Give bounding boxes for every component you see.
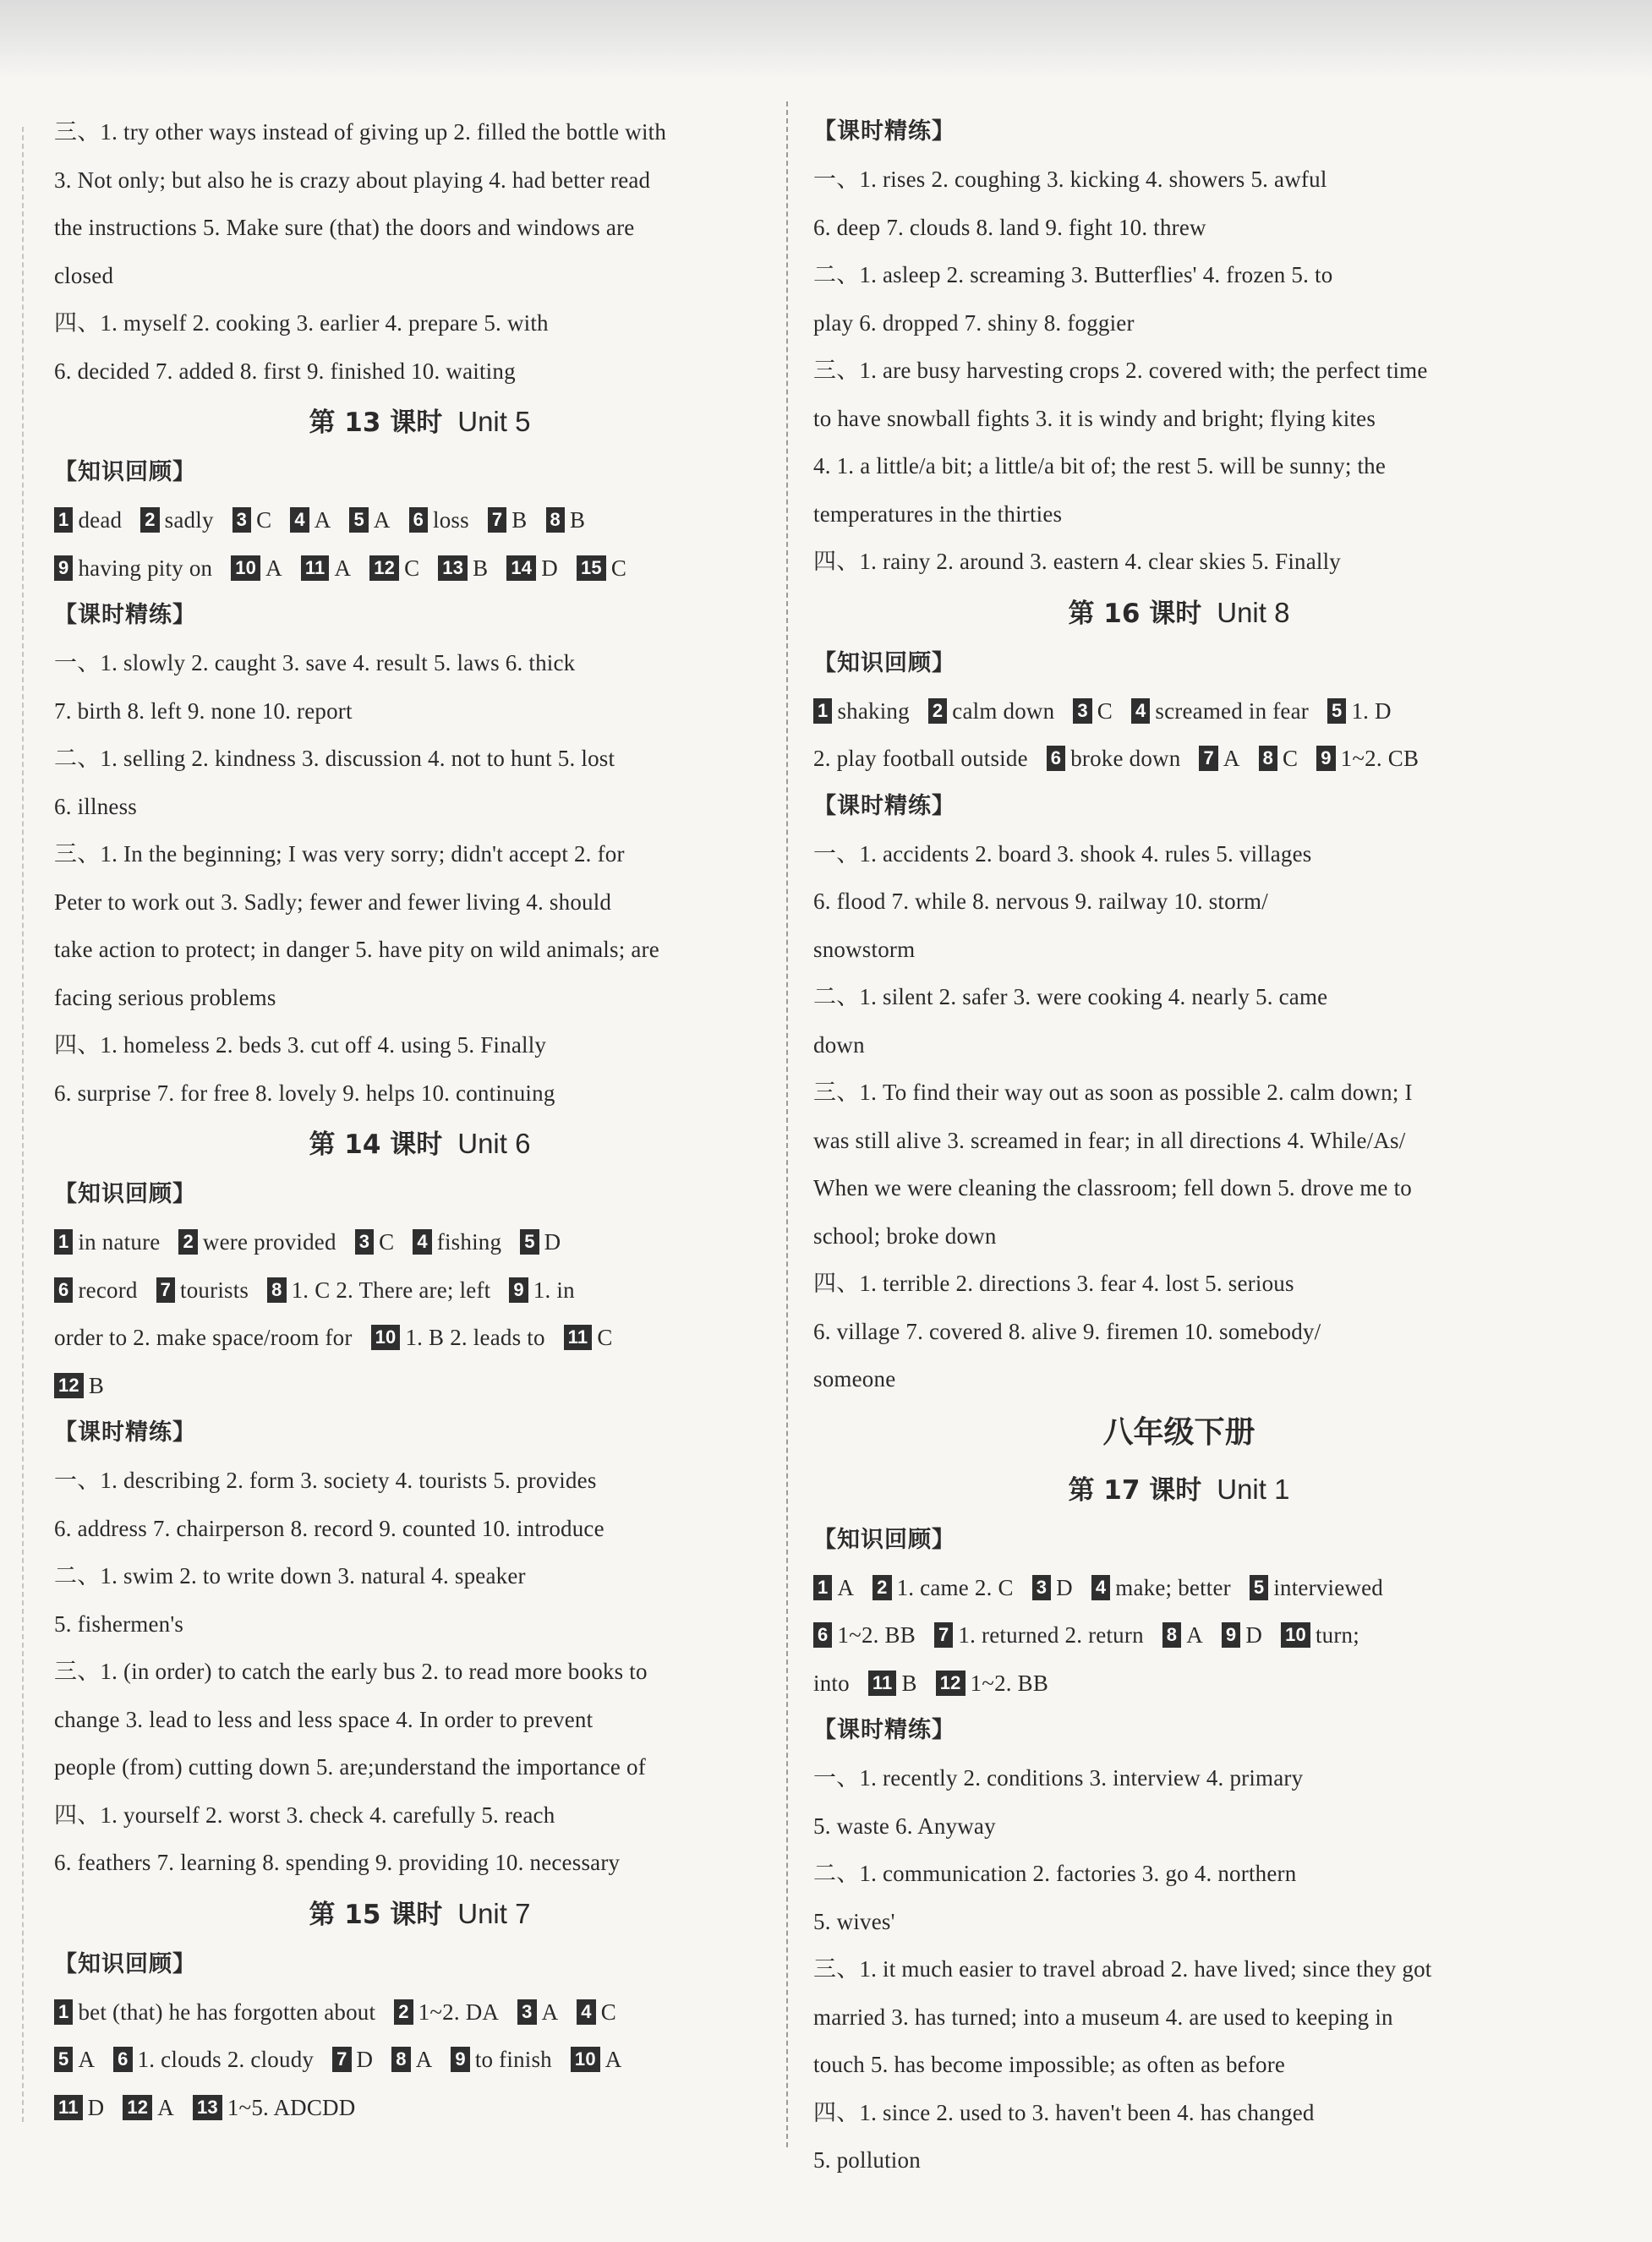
question-number-box: 5 [54,2047,73,2072]
answer-line: 6. village 7. covered 8. alive 9. firemen 10. somebody/ [813,1318,1321,1344]
answer-text: A [604,2047,622,2072]
question-number-box: 1 [54,507,73,533]
question-number-box: 13 [193,2095,222,2120]
unit-label: Unit 7 [457,1897,531,1929]
answer-text: A [265,555,282,581]
answer-text: were provided [202,1229,336,1255]
answer-line: 三、1. In the beginning; I was very sorry; didn't accept 2. for [54,841,625,867]
answer-line: take action to protect; in danger 5. have pity on wild animals; are [54,937,659,962]
answer-text: A [837,1574,855,1600]
answer-line: 6. flood 7. while 8. nervous 9. railway 10. storm/ [813,889,1268,914]
answer-line: 二、1. communication 2. factories 3. go 4. northern [813,1861,1297,1886]
answer-text: record [78,1277,138,1303]
question-number-box: 9 [1222,1622,1240,1648]
answer-line: Peter to work out 3. Sadly; fewer and fewer living 4. should [54,889,612,915]
question-number-box: 7 [156,1277,175,1303]
answer-line: temperatures in the thirties [813,500,1063,527]
question-number-box: 7 [488,507,506,533]
question-number-box: 12 [54,1373,84,1398]
answer-text: C [597,1325,613,1350]
answer-text: A [415,2047,433,2072]
answer-text: D [356,2047,374,2072]
lesson-heading [54,1887,785,1941]
unit-label: Unit 5 [457,406,531,437]
answer-text: order to 2. make space/room for [54,1325,353,1350]
question-number-box: 3 [232,507,251,533]
answer-line: 三、1. it much easier to travel abroad 2. have lived; since they got [813,1956,1432,1982]
question-number-box: 9 [54,555,73,581]
answer-text: A [314,507,331,533]
question-number-box: 15 [577,555,606,581]
question-number-box: 6 [113,2047,132,2072]
unit-label: Unit 8 [1217,596,1290,628]
question-number-box: 6 [813,1622,832,1648]
answer-line: school; broke down [813,1222,997,1249]
question-number-box: 10 [371,1325,401,1350]
answer-text: B [88,1372,105,1398]
question-number-box: 10 [231,555,260,581]
answer-text: screamed in fear [1155,697,1309,724]
answer-text: 1. clouds 2. cloudy [137,2047,315,2072]
section-label: 【课时精练】 [813,792,955,819]
question-number-box: 5 [1250,1575,1268,1600]
question-number-box: 11 [54,2095,83,2120]
lesson-number: 第 16 课时 [1068,598,1202,629]
lesson-heading [813,586,1545,640]
lesson-number: 第 13 课时 [309,407,443,438]
answer-line: 5. pollution [813,2147,921,2173]
question-number-box: 8 [546,507,565,533]
answer-text: D [87,2094,105,2120]
answer-text: 1. C 2. There are; left [291,1277,491,1303]
answer-text: C [600,1999,616,2025]
section-label: 【课时精练】 [54,1419,196,1446]
question-number-box: 7 [1199,746,1217,771]
answer-text: 1. D [1351,697,1392,724]
answer-line: 一、1. accidents 2. board 3. shook 4. rules 5. villages [813,840,1312,867]
question-number-box: 12 [936,1671,965,1696]
answer-line: 一、1. describing 2. form 3. society 4. tourists 5. provides [54,1468,597,1493]
answer-line: 三、1. To find their way out as soon as possible 2. calm down; I [813,1080,1413,1105]
answer-text: D [541,555,558,581]
question-number-box: 7 [934,1622,953,1648]
answer-line: 5. fishermen's [54,1610,184,1637]
answer-line: snowstorm [813,936,916,962]
question-number-box: 6 [1047,746,1065,771]
answer-text: 2. play football outside [813,746,1028,771]
answer-line: people (from) cutting down 5. are;understand the importance of [54,1754,646,1780]
answer-line: 四、1. since 2. used to 3. haven't been 4. has changed [813,2099,1315,2125]
answer-line: 三、1. try other ways instead of giving up 2. filled the bottle with [54,119,667,145]
answer-text: C [379,1229,395,1255]
answer-text: into [813,1670,850,1696]
numbered-answer-row [54,2084,785,2132]
question-number-box: 2 [140,507,159,533]
numbered-answer-row [813,1564,1545,1612]
answer-line: 二、1. silent 2. safer 3. were cooking 4. nearly 5. came [813,984,1328,1009]
question-number-box: 5 [349,507,368,533]
top-scan-shadow [0,0,1652,80]
answer-text: 1~2. CB [1340,746,1420,771]
lesson-heading [54,395,785,449]
question-number-box: 2 [872,1575,891,1600]
answer-line: married 3. has turned; into a museum 4. are used to keeping in [813,2004,1393,2030]
unit-label: Unit 1 [1217,1473,1290,1505]
answer-text: A [541,1999,559,2025]
section-label: 【课时精练】 [813,118,955,145]
answer-line: 3. Not only; but also he is crazy about playing 4. had better read [54,167,651,193]
answer-text: make; better [1115,1574,1231,1600]
answer-text: turn; [1315,1622,1359,1648]
answer-text: shaking [837,697,910,724]
question-number-box: 4 [413,1229,431,1255]
question-number-box: 2 [928,698,947,724]
answer-text: C [1097,697,1113,724]
answer-line: 4. 1. a little/a bit; a little/a bit of; the rest 5. will be sunny; the [813,453,1387,478]
numbered-answer-row [54,1266,785,1315]
lesson-number: 第 14 课时 [309,1129,443,1160]
question-number-box: 10 [1281,1622,1310,1648]
answer-text: sadly [164,507,214,533]
answer-line: touch 5. has become impossible; as often as before [813,2052,1286,2077]
answer-line: 二、1. selling 2. kindness 3. discussion 4. not to hunt 5. lost [54,746,615,771]
answer-text: A [1186,1622,1203,1648]
question-number-box: 6 [409,507,428,533]
answer-text: D [544,1229,561,1255]
answer-line: play 6. dropped 7. shiny 8. foggier [813,309,1135,336]
left-column [54,108,785,2131]
answer-line: 7. birth 8. left 9. none 10. report [54,697,353,724]
answer-line: was still alive 3. screamed in fear; in all directions 4. While/As/ [813,1127,1406,1153]
answer-text: C [404,555,420,581]
answer-text: 1~2. DA [418,1999,500,2025]
answer-line: 6. illness [54,793,138,819]
lesson-heading [54,1117,785,1171]
answer-line: 二、1. asleep 2. screaming 3. Butterflies' 4. frozen 5. to [813,262,1333,287]
question-number-box: 1 [54,1229,73,1255]
answer-line: 一、1. slowly 2. caught 3. save 4. result 5. laws 6. thick [54,650,576,675]
right-column [813,108,1545,2185]
question-number-box: 1 [54,1999,73,2025]
question-number-box: 11 [868,1671,897,1696]
numbered-answer-row [813,735,1545,783]
answer-text: A [78,2047,96,2072]
answer-text: D [1056,1574,1073,1600]
question-number-box: 8 [391,2047,410,2072]
answer-text: having pity on [78,555,213,581]
answer-line: 5. waste 6. Anyway [813,1813,996,1839]
answer-line: facing serious problems [54,984,276,1010]
answer-text: 1~2. BB [837,1622,916,1648]
question-number-box: 2 [178,1229,197,1255]
answer-text: in nature [78,1229,161,1255]
question-number-box: 6 [54,1277,73,1303]
answer-line: 四、1. terrible 2. directions 3. fear 4. lost 5. serious [813,1271,1294,1296]
question-number-box: 8 [1162,1622,1181,1648]
answer-text: interviewed [1273,1574,1383,1600]
section-label: 【知识回顾】 [54,1950,196,1977]
answer-line: 6. address 7. chairperson 8. record 9. counted 10. introduce [54,1515,604,1541]
answer-text: C [256,507,272,533]
numbered-answer-row [54,544,785,593]
question-number-box: 3 [517,1999,536,2025]
answer-line: 二、1. swim 2. to write down 3. natural 4. speaker [54,1563,526,1589]
section-label: 【知识回顾】 [54,1181,196,1207]
answer-text: D [1245,1622,1263,1648]
question-number-box: 12 [369,555,399,581]
answer-text: A [373,507,391,533]
numbered-answer-row [54,1314,785,1362]
answer-text: 1. came 2. C [896,1574,1014,1600]
question-number-box: 7 [332,2047,351,2072]
answer-line: to have snowball fights 3. it is windy and bright; flying kites [813,405,1376,431]
section-label: 【知识回顾】 [813,1526,955,1553]
question-number-box: 11 [301,555,330,581]
question-number-box: 1 [813,1575,832,1600]
answer-text: loss [433,507,469,533]
answer-line: 6. decided 7. added 8. first 9. finished 10. waiting [54,358,516,384]
answer-text: dead [78,507,123,533]
grade-volume-title: 八年级下册 [1102,1414,1255,1450]
question-number-box: 9 [451,2047,469,2072]
answer-line: 四、1. homeless 2. beds 3. cut off 4. using 5. Finally [54,1032,547,1058]
answer-text: tourists [180,1277,249,1303]
lesson-number: 第 15 课时 [309,1899,443,1930]
answer-line: 四、1. rainy 2. around 3. eastern 4. clear skies 5. Finally [813,549,1342,574]
question-number-box: 9 [509,1277,528,1303]
answer-text: broke down [1070,746,1181,771]
numbered-answer-row [813,687,1545,735]
question-number-box: 8 [1259,746,1277,771]
question-number-box: 3 [355,1229,374,1255]
answer-text: B [511,507,528,533]
lesson-heading [813,1463,1545,1517]
answer-text: C [1283,746,1299,771]
answer-line: When we were cleaning the classroom; fell down 5. drove me to [813,1175,1412,1200]
question-number-box: 14 [506,555,536,581]
answer-text: B [473,555,489,581]
question-number-box: 2 [394,1999,413,2025]
answer-line: 四、1. myself 2. cooking 3. earlier 4. prepare 5. with [54,310,549,336]
left-margin-binding-marks [22,127,24,2122]
numbered-answer-row [813,1660,1545,1708]
question-number-box: 9 [1316,746,1335,771]
answer-line: the instructions 5. Make sure (that) the doors and windows are [54,215,635,240]
question-number-box: 3 [1073,698,1091,724]
question-number-box: 10 [571,2047,600,2072]
numbered-answer-row [54,1218,785,1266]
answer-text: 1. in [533,1277,575,1303]
answer-text: B [901,1670,917,1696]
answer-line: 6. deep 7. clouds 8. land 9. fight 10. threw [813,214,1206,240]
lesson-number: 第 17 课时 [1068,1474,1202,1506]
section-label: 【知识回顾】 [813,649,955,676]
answer-text: C [610,555,627,581]
question-number-box: 5 [520,1229,539,1255]
question-number-box: 11 [564,1325,593,1350]
unit-label: Unit 6 [457,1128,531,1159]
answer-text: 1~2. BB [970,1670,1049,1696]
question-number-box: 3 [1032,1575,1051,1600]
answer-line: 6. surprise 7. for free 8. lovely 9. helps 10. continuing [54,1080,555,1106]
answer-text: 1. returned 2. return [958,1622,1144,1648]
question-number-box: 4 [577,1999,595,2025]
answer-line: 6. feathers 7. learning 8. spending 9. providing 10. necessary [54,1850,621,1875]
answer-line: 三、1. (in order) to catch the early bus 2. to read more books to [54,1659,648,1684]
answer-line: 5. wives' [813,1908,895,1934]
question-number-box: 8 [267,1277,286,1303]
question-number-box: 5 [1327,698,1346,724]
question-number-box: 4 [290,507,309,533]
question-number-box: 4 [1131,698,1150,724]
answer-line: down [813,1031,865,1058]
question-number-box: 1 [813,698,832,724]
column-separator [786,101,788,2147]
numbered-answer-row [54,496,785,544]
answer-line: 一、1. recently 2. conditions 3. interview 4. primary [813,1765,1304,1791]
answer-line: 三、1. are busy harvesting crops 2. covered with; the perfect time [813,358,1428,383]
question-number-box: 4 [1091,1575,1110,1600]
answer-text: fishing [436,1229,502,1255]
question-number-box: 13 [438,555,468,581]
answer-text: 1~5. ADCDD [227,2094,356,2120]
section-label: 【课时精练】 [54,602,196,628]
answer-text: A [157,2094,174,2120]
answer-line: change 3. lead to less and less space 4. In order to prevent [54,1706,594,1732]
answer-text: bet (that) he has forgotten about [78,1999,376,2025]
section-label: 【课时精练】 [813,1717,955,1743]
numbered-answer-row [813,1611,1545,1660]
question-number-box: 12 [123,2095,152,2120]
answer-text: calm down [952,697,1055,724]
section-label: 【知识回顾】 [54,459,196,485]
answer-text: A [1223,746,1240,771]
answer-line: 四、1. yourself 2. worst 3. check 4. carefully 5. reach [54,1802,555,1828]
numbered-answer-row [54,1362,785,1410]
answer-line: closed [54,262,114,288]
numbered-answer-row [54,2036,785,2084]
answer-text: B [569,507,586,533]
answer-text: A [334,555,352,581]
numbered-answer-row [54,1988,785,2037]
answer-line: someone [813,1366,896,1392]
answer-text: 1. B 2. leads to [405,1325,545,1350]
answer-line: 一、1. rises 2. coughing 3. kicking 4. showers 5. awful [813,167,1327,192]
answer-text: to finish [474,2047,552,2072]
